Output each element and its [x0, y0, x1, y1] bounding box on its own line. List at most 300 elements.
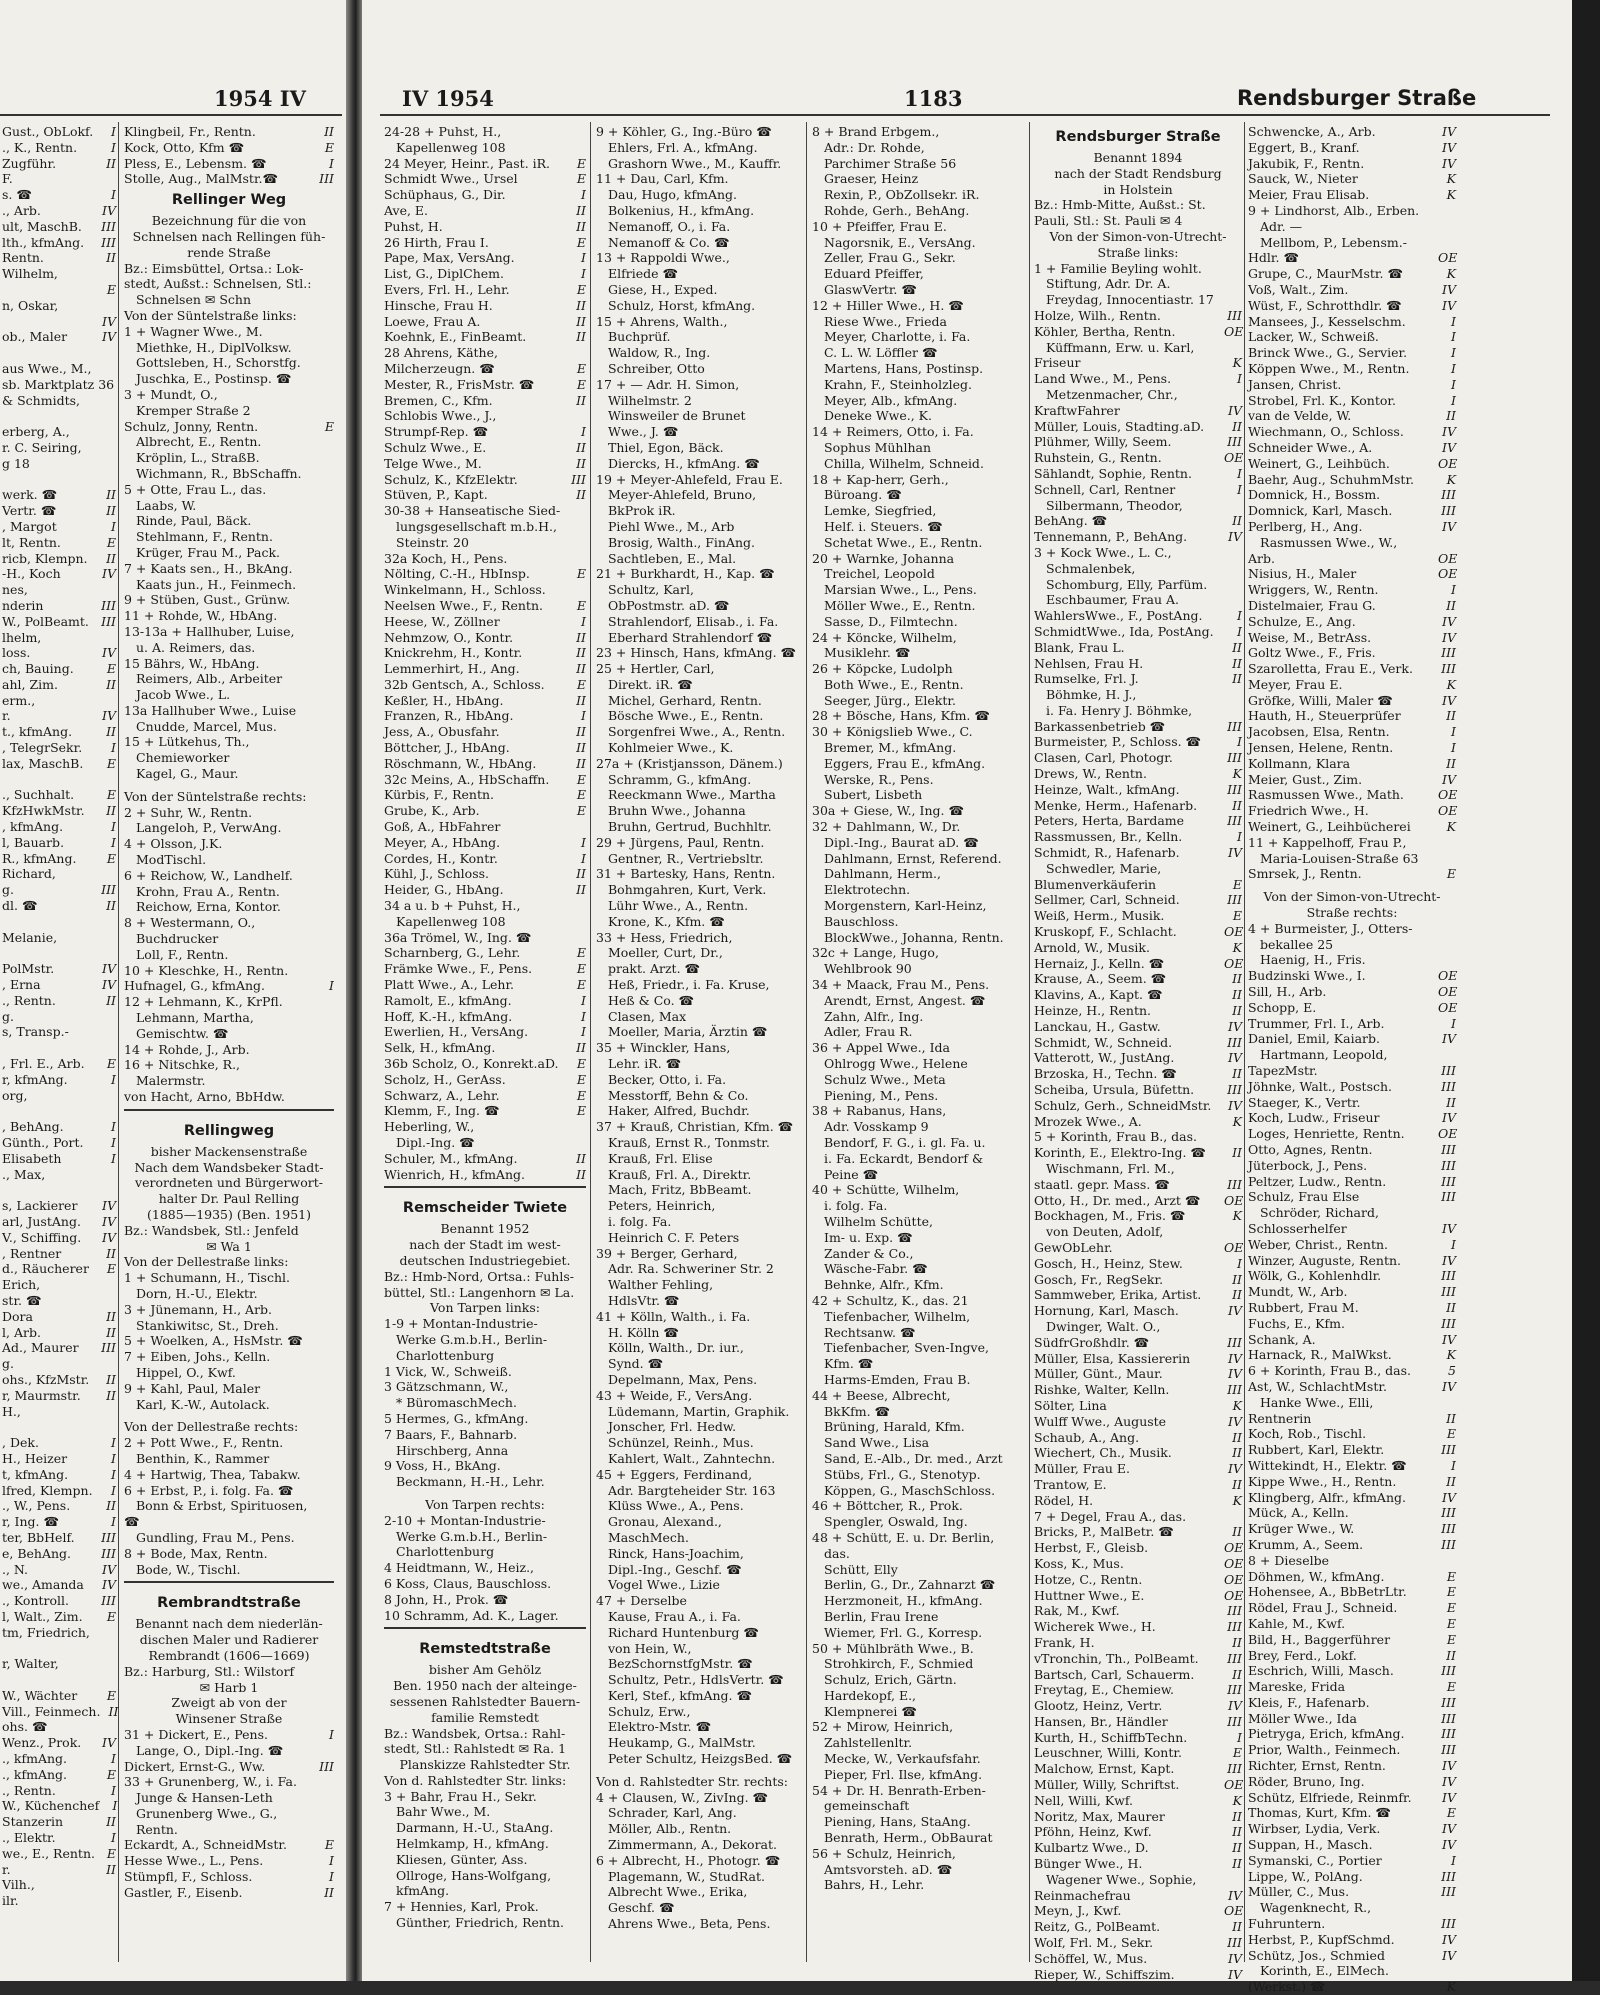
directory-entry: [124, 1089, 334, 1105]
floor-marker: IV: [1228, 1413, 1242, 1429]
directory-entry: [1034, 229, 1242, 245]
directory-entry: [1248, 1000, 1456, 1016]
entry-text: 1 + Schumann, H., Tischl.: [124, 1270, 290, 1286]
entry-text: Kurth, H., SchiffbTechn.: [1034, 1729, 1188, 1745]
entry-text: Winsweiler de Brunet: [608, 408, 746, 424]
directory-entry: [1248, 156, 1456, 172]
floor-marker: IV: [1228, 529, 1242, 545]
entry-text: , Frl. E., Arb.: [2, 1056, 85, 1072]
floor-marker: [1224, 276, 1242, 292]
entry-text: büttel, Stl.: Langenhorn ✉ La.: [384, 1284, 575, 1300]
directory-entry: [384, 1221, 586, 1237]
directory-entry: [1248, 1758, 1456, 1774]
entry-text: Trantow, E.: [1034, 1476, 1107, 1492]
directory-entry: [812, 377, 1026, 393]
directory-entry: [2, 756, 116, 772]
directory-entry: [1034, 419, 1242, 435]
floor-marker: [316, 1042, 334, 1058]
floor-marker: [1438, 1395, 1456, 1411]
directory-entry: [1034, 671, 1242, 687]
entry-text: Hernaiz, J., Kelln. ☎: [1034, 955, 1165, 971]
floor-marker: [1008, 1340, 1026, 1356]
entry-text: das.: [824, 1545, 850, 1561]
floor-marker: [98, 266, 116, 282]
floor-marker: [1008, 424, 1026, 440]
entry-text: List, G., DiplChem.: [384, 266, 505, 282]
entry-text: l, Bauarb.: [2, 834, 65, 850]
directory-entry: [812, 1562, 1026, 1578]
floor-marker: III: [1441, 1694, 1456, 1710]
entry-text: Schüphaus, G., Dir.: [384, 187, 506, 203]
entry-text: Lacker, W., Schweiß.: [1248, 329, 1379, 345]
entry-text: van de Velde, W.: [1248, 408, 1352, 424]
entry-text: Müller, Elsa, Kassiererin: [1034, 1350, 1191, 1366]
directory-entry: [384, 1269, 586, 1285]
entry-text: 31 + Dickert, E., Pens.: [124, 1726, 268, 1742]
directory-entry: [1248, 1474, 1456, 1490]
directory-entry: [1034, 1903, 1242, 1919]
floor-marker: [1008, 140, 1026, 156]
directory-entry: [812, 408, 1026, 424]
directory-entry: [1034, 1082, 1242, 1098]
floor-marker: II: [1232, 655, 1242, 671]
entry-text: Langeloh, P., VerwAng.: [136, 820, 282, 836]
floor-marker: E: [106, 1261, 116, 1277]
entry-text: Harnack, R., MalWkst.: [1248, 1347, 1392, 1363]
floor-marker: [1008, 803, 1026, 819]
floor-marker: IV: [102, 645, 116, 661]
floor-marker: [1008, 377, 1026, 393]
floor-marker: [574, 1285, 592, 1301]
floor-marker: E: [1232, 908, 1242, 924]
entry-text: Bohmgahren, Kurt, Verk.: [608, 882, 767, 898]
entry-text: Von d. Rahlstedter Str. rechts:: [596, 1773, 788, 1789]
directory-entry: [1248, 630, 1456, 646]
directory-entry: [1034, 703, 1242, 719]
directory-entry: [1034, 324, 1242, 340]
directory-entry: [124, 1664, 334, 1680]
entry-text: W., Küchenchef: [2, 1798, 100, 1814]
entry-text: , Margot: [2, 518, 57, 534]
entry-text: Eggers, Frau E., kfmAng.: [824, 755, 986, 771]
entry-text: Kapellenweg 108: [396, 139, 506, 155]
entry-text: Bild, H., Baggerführer: [1248, 1631, 1391, 1647]
entry-text: Grashorn Wwe., M., Kauffr.: [608, 155, 782, 171]
entry-text: Scheiba, Ursula, Büfettn.: [1034, 1082, 1195, 1098]
entry-text: Rentn.: [136, 1821, 178, 1837]
directory-entry: [1034, 340, 1242, 356]
directory-entry: [124, 156, 334, 172]
entry-text: ., K., Rentn.: [2, 139, 78, 155]
floor-marker: I: [329, 1726, 334, 1742]
entry-text: Beckmann, H.-H., Lehr.: [396, 1474, 545, 1490]
entry-text: Dora: [2, 1308, 33, 1324]
entry-text: Helf. i. Steuers. ☎: [824, 518, 943, 534]
floor-marker: [784, 898, 802, 914]
directory-entry: [124, 482, 334, 498]
floor-marker: K: [1446, 676, 1456, 692]
directory-entry: [1248, 440, 1456, 456]
floor-marker: [1008, 866, 1026, 882]
directory-entry: [2, 1767, 116, 1783]
directory-entry: [596, 1884, 802, 1900]
directory-entry: [1034, 1840, 1242, 1856]
entry-text: Müller, Louis, Stadting.aD.: [1034, 418, 1205, 434]
directory-entry: [596, 756, 802, 772]
entry-text: Mach, Fritz, BbBeamt.: [608, 1182, 752, 1198]
directory-entry: [1248, 329, 1456, 345]
entry-text: Laabs, W.: [136, 497, 197, 513]
directory-entry: [384, 472, 586, 488]
floor-marker: I: [1451, 1236, 1456, 1252]
directory-entry: [2, 1562, 116, 1578]
directory-entry: [1034, 1050, 1242, 1066]
directory-entry: [124, 1073, 334, 1089]
directory-entry: [596, 1277, 802, 1293]
directory-entry: [1248, 1189, 1456, 1205]
floor-marker: [1008, 1483, 1026, 1499]
entry-text: Gastler, F., Eisenb.: [124, 1884, 243, 1900]
floor-marker: III: [1441, 1663, 1456, 1679]
directory-entry: [2, 1593, 116, 1609]
entry-text: [2, 345, 98, 361]
directory-entry: [384, 503, 586, 519]
directory-entry: [1248, 1458, 1456, 1474]
floor-marker: [316, 640, 334, 656]
directory-entry: [2, 1846, 116, 1862]
floor-marker: [568, 503, 586, 519]
floor-marker: E: [106, 755, 116, 771]
floor-marker: [784, 1372, 802, 1388]
floor-marker: III: [1441, 1505, 1456, 1521]
entry-text: Zimmermann, A., Dekorat.: [608, 1837, 778, 1853]
directory-entry: [2, 1814, 116, 1830]
floor-marker: IV: [1442, 155, 1456, 171]
floor-marker: [1008, 1751, 1026, 1767]
entry-text: Nach dem Wandsbeker Stadt-: [134, 1159, 324, 1175]
floor-marker: [1008, 1182, 1026, 1198]
entry-text: Reitz, G., PolBeamt.: [1034, 1919, 1161, 1935]
directory-entry: [384, 282, 586, 298]
entry-text: Dipl.-Ing. ☎: [396, 1135, 475, 1150]
floor-marker: [98, 1641, 116, 1657]
entry-text: Schröder, Richard,: [1260, 1205, 1379, 1221]
entry-text: (1885—1935) (Ben. 1951): [147, 1207, 311, 1222]
entry-text: Bahr Wwe., M.: [396, 1804, 491, 1820]
directory-entry: [812, 1214, 1026, 1230]
entry-text: Pietryga, Erich, kfmAng.: [1248, 1726, 1405, 1742]
directory-entry: [596, 314, 802, 330]
directory-entry: [2, 219, 116, 235]
floor-marker: I: [1237, 829, 1242, 845]
directory-entry: [596, 1530, 802, 1546]
floor-marker: III: [1441, 1726, 1456, 1742]
entry-text: Lehmann, Martha,: [136, 1010, 254, 1026]
directory-entry: [124, 1483, 334, 1499]
floor-marker: I: [111, 1135, 116, 1150]
page-edge: [1572, 0, 1600, 1981]
floor-marker: II: [576, 866, 586, 882]
floor-marker: [784, 1577, 802, 1593]
entry-text: Tiefenbacher, Wilhelm,: [824, 1308, 971, 1324]
entry-text: Rasmussen Wwe., W.,: [1260, 534, 1398, 550]
floor-marker: I: [1451, 376, 1456, 392]
listing-column-4: [1034, 124, 1244, 1982]
directory-entry: [1034, 150, 1242, 166]
directory-entry: [1034, 1793, 1242, 1809]
floor-marker: [98, 1103, 116, 1119]
street-heading: Remstedtstraße: [419, 1641, 551, 1658]
floor-marker: E: [576, 676, 586, 692]
entry-text: 9 + Stüben, Gust., Grünw.: [124, 592, 291, 608]
floor-marker: E: [576, 171, 586, 187]
floor-marker: [568, 1529, 586, 1545]
entry-text: Graeser, Heinz: [824, 171, 919, 187]
directory-entry: [812, 535, 1026, 551]
entry-text: 6 + Korinth, Frau B., das.: [1248, 1363, 1412, 1379]
directory-entry: [1034, 1177, 1242, 1193]
entry-text: Im- u. Exp. ☎: [824, 1229, 913, 1245]
floor-marker: [568, 124, 586, 140]
listing-column-left: [124, 124, 334, 1900]
floor-marker: [1438, 1205, 1456, 1221]
directory-entry: [2, 598, 116, 614]
floor-marker: [1438, 835, 1456, 851]
entry-text: Nehlsen, Frau H.: [1034, 655, 1144, 671]
entry-text: 8 + Brand Erbgem.,: [812, 124, 940, 139]
entry-text: Schomburg, Elly, Parfüm.: [1046, 576, 1208, 592]
entry-text: Stümpfl, F., Schloss.: [124, 1869, 253, 1885]
entry-text: Küffmann, Erw. u. Karl,: [1046, 339, 1195, 355]
entry-text: Bahrs, H., Lehr.: [824, 1877, 925, 1893]
directory-entry: [384, 1237, 586, 1253]
entry-text: Hoff, K.-H., kfmAng.: [384, 1008, 513, 1024]
floor-marker: I: [1237, 465, 1242, 481]
entry-text: von Hacht, Arno, BbHdw.: [124, 1089, 285, 1105]
directory-entry: [2, 408, 116, 424]
entry-text: Strobel, Frl. K., Kontor.: [1248, 392, 1396, 408]
directory-entry: [1034, 845, 1242, 861]
floor-marker: [568, 1899, 586, 1915]
floor-marker: [784, 551, 802, 567]
floor-marker: III: [319, 1758, 334, 1774]
entry-text: Von der Süntelstraße rechts:: [124, 788, 307, 804]
floor-marker: [784, 708, 802, 724]
floor-marker: [316, 1790, 334, 1806]
entry-text: Mareske, Frida: [1248, 1679, 1346, 1695]
directory-entry: [124, 261, 334, 277]
entry-text: Pieper, Frl. Ilse, kfmAng.: [824, 1766, 983, 1782]
directory-entry: [2, 961, 116, 977]
floor-marker: [316, 1498, 334, 1514]
floor-marker: II: [1446, 1473, 1456, 1489]
floor-marker: II: [1232, 1634, 1242, 1650]
floor-marker: [316, 734, 334, 750]
entry-text: 5 + Woelken, A., HsMstr. ☎: [124, 1333, 303, 1349]
directory-entry: [812, 1546, 1026, 1562]
floor-marker: II: [1446, 408, 1456, 424]
entry-text: Synd. ☎: [608, 1356, 664, 1372]
floor-marker: II: [106, 1324, 116, 1340]
directory-entry: [812, 171, 1026, 187]
floor-marker: [784, 835, 802, 851]
entry-text: Morgenstern, Karl-Heinz,: [824, 898, 987, 914]
floor-marker: E: [576, 945, 586, 961]
floor-marker: IV: [1228, 1050, 1242, 1066]
floor-marker: [1224, 545, 1242, 561]
directory-entry: [812, 724, 1026, 740]
directory-entry: [1248, 1411, 1456, 1427]
entry-text: Messtorff, Behn & Co.: [608, 1087, 749, 1103]
entry-text: Kühl, J., Schloss.: [384, 866, 490, 882]
entry-text: Rödel, Frau J., Schneid.: [1248, 1600, 1398, 1616]
entry-text: 10 + Pfeiffer, Frau E.: [812, 218, 947, 234]
entry-text: Berlin, G., Dr., Zahnarzt ☎: [824, 1577, 996, 1593]
directory-entry: [596, 1656, 802, 1672]
entry-text: Bartsch, Carl, Schauerm.: [1034, 1666, 1195, 1682]
floor-marker: II: [576, 392, 586, 408]
directory-entry: [1034, 1856, 1242, 1872]
entry-text: Schulz, Jonny, Rentn.: [124, 418, 259, 434]
floor-marker: [98, 1356, 116, 1372]
directory-entry: [812, 424, 1026, 440]
entry-text: Adler, Frau R.: [824, 1024, 913, 1040]
entry-text: Chilla, Wilhelm, Schneid.: [824, 455, 984, 471]
floor-marker: I: [581, 424, 586, 440]
directory-entry: [596, 203, 802, 219]
floor-marker: OE: [1438, 566, 1458, 582]
floor-marker: E: [576, 1056, 586, 1072]
entry-text: KraftwFahrer: [1034, 402, 1120, 418]
entry-text: Von der Simon-von-Utrecht-: [1049, 228, 1227, 244]
directory-entry: [2, 1609, 116, 1625]
directory-entry: [384, 1497, 586, 1513]
floor-marker: II: [1232, 1003, 1242, 1019]
entry-text: Dipl.-Ing., Geschf. ☎: [608, 1561, 742, 1577]
directory-entry: [596, 1230, 802, 1246]
entry-text: rende Straße: [187, 244, 271, 260]
floor-marker: I: [329, 978, 334, 994]
directory-entry: [1034, 561, 1242, 577]
entry-text: 7 + Eiben, Johs., Kelln.: [124, 1349, 271, 1365]
directory-entry: [1248, 819, 1456, 835]
directory-entry: [2, 882, 116, 898]
directory-entry: [1248, 1442, 1456, 1458]
floor-marker: [1224, 1161, 1242, 1177]
entry-text: 34 a u. b + Puhst, H.,: [384, 898, 521, 914]
floor-marker: [568, 914, 586, 930]
street-heading: Rendsburger Straße: [1055, 129, 1221, 145]
entry-text: Mecke, W., Verkaufsfahr.: [824, 1751, 981, 1767]
entry-text: Korinth, E., ElMech.: [1260, 1963, 1389, 1979]
directory-entry: [812, 756, 1026, 772]
directory-entry: [1248, 535, 1456, 551]
entry-text: 32c + Lange, Hugo,: [812, 945, 939, 961]
floor-marker: E: [1446, 1615, 1456, 1631]
floor-marker: E: [106, 1056, 116, 1072]
directory-entry: [1248, 1711, 1456, 1727]
floor-marker: I: [1451, 724, 1456, 740]
floor-marker: [316, 371, 334, 387]
directory-entry: [1034, 1066, 1242, 1082]
entry-text: Szarolletta, Frau E., Verk.: [1248, 661, 1413, 677]
floor-marker: IV: [1442, 124, 1456, 139]
directory-entry: [1034, 813, 1242, 829]
directory-entry: [596, 1562, 802, 1578]
entry-text: Brosig, Walth., FinAng.: [608, 534, 756, 550]
directory-entry: [384, 456, 586, 472]
entry-text: Wichmann, R., BbSchaffn.: [136, 465, 302, 481]
directory-entry: [1034, 498, 1242, 514]
floor-marker: IV: [102, 1198, 116, 1214]
directory-entry: [2, 266, 116, 282]
floor-marker: II: [1232, 797, 1242, 813]
floor-marker: IV: [1228, 1303, 1242, 1319]
directory-entry: [1248, 566, 1456, 582]
floor-marker: IV: [102, 961, 116, 977]
directory-entry: [2, 171, 116, 187]
floor-marker: E: [576, 281, 586, 297]
entry-text: Buchprüf.: [608, 329, 671, 345]
floor-marker: [316, 1822, 334, 1838]
floor-marker: [784, 440, 802, 456]
directory-entry: [812, 156, 1026, 172]
floor-marker: II: [1232, 418, 1242, 434]
directory-entry: [1034, 276, 1242, 292]
floor-marker: [1008, 1783, 1026, 1799]
floor-marker: E: [106, 1687, 116, 1703]
floor-marker: [1008, 977, 1026, 993]
directory-entry: [384, 693, 586, 709]
entry-text: Rubbert, Frau M.: [1248, 1299, 1359, 1315]
directory-entry: [1034, 1540, 1242, 1556]
entry-text: 56 + Schulz, Heinrich,: [812, 1845, 956, 1861]
floor-marker: III: [101, 1340, 116, 1356]
directory-entry: [1248, 1379, 1456, 1395]
directory-entry: [1248, 1268, 1456, 1284]
entry-text: Bricks, P., MalBetr. ☎: [1034, 1524, 1174, 1540]
directory-entry: [1248, 1853, 1456, 1869]
directory-entry: [2, 1656, 116, 1672]
floor-marker: I: [581, 992, 586, 1008]
directory-entry: [384, 724, 586, 740]
floor-marker: II: [1446, 1299, 1456, 1315]
entry-text: 24 + Köncke, Wilhelm,: [812, 629, 957, 645]
floor-marker: I: [111, 1782, 116, 1798]
floor-marker: [316, 561, 334, 577]
entry-text: Benannt nach dem niederlän-: [135, 1616, 323, 1632]
entry-text: Bz.: Eimsbüttel, Ortsa.: Lok-: [124, 260, 304, 276]
directory-entry: [596, 1182, 802, 1198]
directory-entry: [1034, 1398, 1242, 1414]
directory-entry: [596, 708, 802, 724]
directory-entry: [124, 1885, 334, 1901]
directory-entry: [1248, 1726, 1456, 1742]
directory-entry: [124, 1498, 334, 1514]
floor-marker: [1008, 156, 1026, 172]
floor-marker: [784, 566, 802, 582]
entry-text: nes,: [2, 582, 28, 598]
entry-text: Riese Wwe., Frieda: [824, 313, 947, 329]
floor-marker: II: [106, 992, 116, 1008]
directory-entry: [124, 868, 334, 884]
directory-entry: [596, 1009, 802, 1025]
floor-marker: II: [1446, 755, 1456, 771]
entry-text: bekallee 25: [1260, 936, 1334, 952]
directory-entry: [2, 977, 116, 993]
floor-marker: [316, 308, 334, 324]
directory-entry: [812, 1340, 1026, 1356]
